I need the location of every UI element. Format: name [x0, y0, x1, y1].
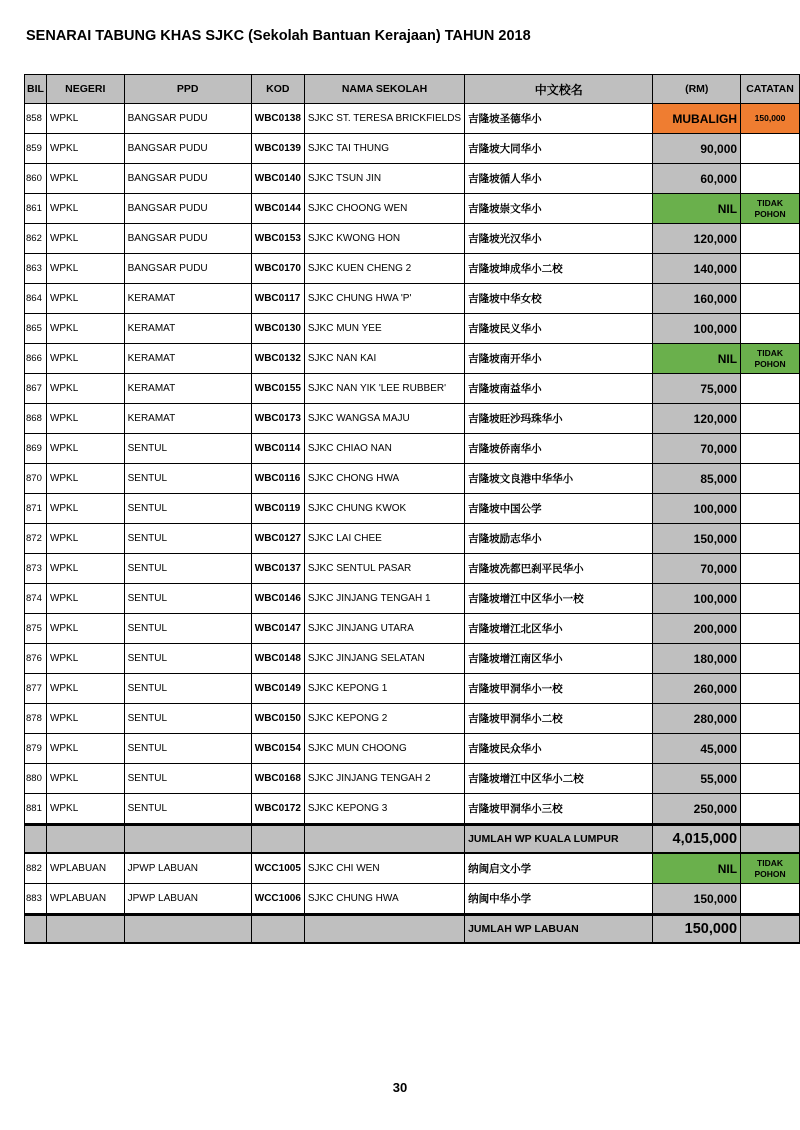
cell-kod: WBC0116: [251, 464, 304, 494]
cell-kod: WBC0130: [251, 314, 304, 344]
header-catatan: CATATAN: [741, 75, 800, 104]
cell-catatan: [741, 674, 800, 704]
cell-catatan: [741, 464, 800, 494]
total-empty-cell: [304, 915, 464, 944]
cell-nama-sekolah: SJKC MUN YEE: [304, 314, 464, 344]
total-empty-cell: [46, 825, 124, 854]
total-empty-cell: [124, 825, 251, 854]
cell-ppd: KERAMAT: [124, 344, 251, 374]
cell-ppd: KERAMAT: [124, 314, 251, 344]
table-row: [25, 464, 800, 494]
cell-catatan: [741, 494, 800, 524]
cell-nama-sekolah: SJKC LAI CHEE: [304, 524, 464, 554]
cell-nama-sekolah: SJKC SENTUL PASAR: [304, 554, 464, 584]
cell-rm: 280,000: [653, 704, 741, 734]
cell-negeri: WPKL: [46, 254, 124, 284]
cell-ppd: SENTUL: [124, 644, 251, 674]
cell-kod: WBC0137: [251, 554, 304, 584]
cell-ppd: BANGSAR PUDU: [124, 164, 251, 194]
cell-ppd: SENTUL: [124, 434, 251, 464]
table-row: [25, 404, 800, 434]
cell-kod: WBC0149: [251, 674, 304, 704]
total-label: JUMLAH WP LABUAN: [465, 915, 653, 944]
cell-rm: 150,000: [653, 524, 741, 554]
cell-chinese-name: 吉隆坡南开华小: [465, 344, 653, 374]
total-empty-cell: [251, 915, 304, 944]
cell-nama-sekolah: SJKC KWONG HON: [304, 224, 464, 254]
header-nama-sekolah: NAMA SEKOLAH: [304, 75, 464, 104]
table-row: [25, 704, 800, 734]
cell-nama-sekolah: SJKC JINJANG SELATAN: [304, 644, 464, 674]
cell-bil: 878: [25, 704, 47, 734]
table-row: [25, 104, 800, 134]
cell-ppd: BANGSAR PUDU: [124, 104, 251, 134]
total-empty-cell: [741, 915, 800, 944]
cell-bil: 874: [25, 584, 47, 614]
cell-catatan: TIDAK POHON: [741, 853, 800, 884]
cell-catatan: [741, 524, 800, 554]
cell-ppd: SENTUL: [124, 554, 251, 584]
cell-catatan: [741, 734, 800, 764]
total-empty-cell: [25, 915, 47, 944]
cell-nama-sekolah: SJKC KUEN CHENG 2: [304, 254, 464, 284]
total-empty-cell: [251, 825, 304, 854]
cell-ppd: JPWP LABUAN: [124, 884, 251, 915]
cell-bil: 869: [25, 434, 47, 464]
cell-negeri: WPKL: [46, 554, 124, 584]
cell-chinese-name: 纳闽中华小学: [465, 884, 653, 915]
cell-bil: 879: [25, 734, 47, 764]
total-empty-cell: [25, 825, 47, 854]
cell-rm: 100,000: [653, 584, 741, 614]
cell-bil: 859: [25, 134, 47, 164]
cell-nama-sekolah: SJKC CHI WEN: [304, 853, 464, 884]
table-row: [25, 674, 800, 704]
cell-ppd: SENTUL: [124, 524, 251, 554]
cell-negeri: WPKL: [46, 314, 124, 344]
cell-rm: NIL: [653, 344, 741, 374]
cell-nama-sekolah: SJKC KEPONG 3: [304, 794, 464, 825]
table-row: [25, 614, 800, 644]
cell-nama-sekolah: SJKC TSUN JIN: [304, 164, 464, 194]
cell-ppd: SENTUL: [124, 764, 251, 794]
cell-nama-sekolah: SJKC ST. TERESA BRICKFIELDS: [304, 104, 464, 134]
cell-negeri: WPKL: [46, 674, 124, 704]
cell-kod: WBC0172: [251, 794, 304, 825]
table-row: [25, 134, 800, 164]
cell-rm: 180,000: [653, 644, 741, 674]
cell-catatan: [741, 314, 800, 344]
cell-rm: 45,000: [653, 734, 741, 764]
total-value: 150,000: [653, 915, 741, 944]
total-empty-cell: [124, 915, 251, 944]
table-row: [25, 764, 800, 794]
cell-kod: WBC0154: [251, 734, 304, 764]
cell-chinese-name: 吉隆坡崇文华小: [465, 194, 653, 224]
cell-nama-sekolah: SJKC CHUNG KWOK: [304, 494, 464, 524]
cell-ppd: SENTUL: [124, 494, 251, 524]
cell-bil: 881: [25, 794, 47, 825]
cell-catatan: TIDAK POHON: [741, 194, 800, 224]
cell-bil: 876: [25, 644, 47, 674]
table-row: [25, 164, 800, 194]
cell-kod: WBC0140: [251, 164, 304, 194]
cell-negeri: WPKL: [46, 194, 124, 224]
cell-rm: 100,000: [653, 494, 741, 524]
cell-catatan: [741, 614, 800, 644]
cell-catatan: [741, 584, 800, 614]
cell-catatan: [741, 134, 800, 164]
cell-negeri: WPKL: [46, 584, 124, 614]
cell-negeri: WPKL: [46, 134, 124, 164]
cell-negeri: WPKL: [46, 284, 124, 314]
table-row: [25, 524, 800, 554]
cell-chinese-name: 吉隆坡坤成华小二校: [465, 254, 653, 284]
cell-bil: 867: [25, 374, 47, 404]
cell-ppd: SENTUL: [124, 704, 251, 734]
header-bil: BIL: [25, 75, 47, 104]
cell-ppd: BANGSAR PUDU: [124, 224, 251, 254]
total-row: [25, 825, 800, 854]
cell-chinese-name: 吉隆坡南益华小: [465, 374, 653, 404]
cell-nama-sekolah: SJKC KEPONG 1: [304, 674, 464, 704]
cell-chinese-name: 吉隆坡励志华小: [465, 524, 653, 554]
cell-bil: 880: [25, 764, 47, 794]
table-row: [25, 224, 800, 254]
cell-bil: 866: [25, 344, 47, 374]
cell-rm: 260,000: [653, 674, 741, 704]
cell-ppd: BANGSAR PUDU: [124, 134, 251, 164]
cell-rm: 70,000: [653, 554, 741, 584]
cell-kod: WBC0144: [251, 194, 304, 224]
cell-catatan: [741, 434, 800, 464]
cell-negeri: WPKL: [46, 734, 124, 764]
header-chinese-name: 中文校名: [465, 75, 653, 104]
cell-rm: 60,000: [653, 164, 741, 194]
cell-nama-sekolah: SJKC JINJANG TENGAH 1: [304, 584, 464, 614]
cell-catatan: [741, 224, 800, 254]
cell-bil: 873: [25, 554, 47, 584]
cell-ppd: SENTUL: [124, 674, 251, 704]
cell-kod: WBC0114: [251, 434, 304, 464]
cell-chinese-name: 纳闽启文小学: [465, 853, 653, 884]
cell-kod: WBC0138: [251, 104, 304, 134]
cell-negeri: WPKL: [46, 614, 124, 644]
header-ppd: PPD: [124, 75, 251, 104]
cell-ppd: SENTUL: [124, 614, 251, 644]
cell-nama-sekolah: SJKC CHUNG HWA: [304, 884, 464, 915]
cell-chinese-name: 吉隆坡民众华小: [465, 734, 653, 764]
cell-rm: 200,000: [653, 614, 741, 644]
cell-rm: 120,000: [653, 404, 741, 434]
cell-catatan: TIDAK POHON: [741, 344, 800, 374]
cell-bil: 865: [25, 314, 47, 344]
cell-kod: WCC1006: [251, 884, 304, 915]
cell-catatan: [741, 284, 800, 314]
cell-bil: 868: [25, 404, 47, 434]
cell-nama-sekolah: SJKC JINJANG TENGAH 2: [304, 764, 464, 794]
page-title: SENARAI TABUNG KHAS SJKC (Sekolah Bantuan Kerajaan) TAHUN 2018: [26, 28, 531, 44]
cell-negeri: WPKL: [46, 764, 124, 794]
cell-rm: 75,000: [653, 374, 741, 404]
cell-chinese-name: 吉隆坡增江中区华小二校: [465, 764, 653, 794]
cell-catatan: [741, 644, 800, 674]
cell-catatan: [741, 884, 800, 915]
cell-bil: 871: [25, 494, 47, 524]
school-fund-table: [24, 74, 800, 944]
header-rm: (RM): [653, 75, 741, 104]
table-row: [25, 374, 800, 404]
cell-negeri: WPKL: [46, 434, 124, 464]
cell-nama-sekolah: SJKC MUN CHOONG: [304, 734, 464, 764]
cell-bil: 882: [25, 853, 47, 884]
table-row: [25, 644, 800, 674]
cell-rm: 160,000: [653, 284, 741, 314]
cell-ppd: SENTUL: [124, 464, 251, 494]
cell-negeri: WPKL: [46, 494, 124, 524]
cell-kod: WBC0150: [251, 704, 304, 734]
cell-negeri: WPKL: [46, 164, 124, 194]
cell-chinese-name: 吉隆坡甲洞华小三校: [465, 794, 653, 825]
cell-catatan: [741, 704, 800, 734]
cell-ppd: SENTUL: [124, 584, 251, 614]
cell-ppd: KERAMAT: [124, 284, 251, 314]
table-row: [25, 554, 800, 584]
cell-chinese-name: 吉隆坡中华女校: [465, 284, 653, 314]
cell-kod: WBC0170: [251, 254, 304, 284]
table-row: [25, 494, 800, 524]
cell-kod: WBC0117: [251, 284, 304, 314]
cell-ppd: KERAMAT: [124, 374, 251, 404]
cell-bil: 863: [25, 254, 47, 284]
cell-nama-sekolah: SJKC NAN KAI: [304, 344, 464, 374]
cell-ppd: KERAMAT: [124, 404, 251, 434]
cell-ppd: BANGSAR PUDU: [124, 194, 251, 224]
cell-chinese-name: 吉隆坡增江南区华小: [465, 644, 653, 674]
cell-chinese-name: 吉隆坡民义华小: [465, 314, 653, 344]
cell-bil: 858: [25, 104, 47, 134]
table-row: [25, 254, 800, 284]
cell-kod: WBC0168: [251, 764, 304, 794]
cell-negeri: WPKL: [46, 794, 124, 825]
cell-rm: 250,000: [653, 794, 741, 825]
total-row: [25, 915, 800, 944]
cell-nama-sekolah: SJKC JINJANG UTARA: [304, 614, 464, 644]
table-row: [25, 884, 800, 915]
table-row: [25, 194, 800, 224]
cell-chinese-name: 吉隆坡文良港中华华小: [465, 464, 653, 494]
cell-ppd: SENTUL: [124, 734, 251, 764]
cell-chinese-name: 吉隆坡循人华小: [465, 164, 653, 194]
cell-kod: WBC0147: [251, 614, 304, 644]
cell-bil: 864: [25, 284, 47, 314]
total-empty-cell: [741, 825, 800, 854]
cell-chinese-name: 吉隆坡增江中区华小一校: [465, 584, 653, 614]
page-number: 30: [392, 1080, 408, 1095]
total-label: JUMLAH WP KUALA LUMPUR: [465, 825, 653, 854]
cell-negeri: WPKL: [46, 464, 124, 494]
cell-rm: MUBALIGH: [653, 104, 741, 134]
header-kod: KOD: [251, 75, 304, 104]
cell-negeri: WPKL: [46, 404, 124, 434]
cell-kod: WBC0173: [251, 404, 304, 434]
cell-nama-sekolah: SJKC NAN YIK 'LEE RUBBER': [304, 374, 464, 404]
cell-chinese-name: 吉隆坡增江北区华小: [465, 614, 653, 644]
cell-negeri: WPKL: [46, 524, 124, 554]
cell-rm: 120,000: [653, 224, 741, 254]
cell-catatan: [741, 404, 800, 434]
cell-rm: NIL: [653, 194, 741, 224]
cell-negeri: WPLABUAN: [46, 853, 124, 884]
cell-catatan: [741, 254, 800, 284]
cell-chinese-name: 吉隆坡大同华小: [465, 134, 653, 164]
cell-rm: 150,000: [653, 884, 741, 915]
cell-nama-sekolah: SJKC WANGSA MAJU: [304, 404, 464, 434]
cell-bil: 872: [25, 524, 47, 554]
cell-bil: 877: [25, 674, 47, 704]
cell-kod: WBC0148: [251, 644, 304, 674]
cell-chinese-name: 吉隆坡甲洞华小一校: [465, 674, 653, 704]
cell-rm: 85,000: [653, 464, 741, 494]
cell-nama-sekolah: SJKC KEPONG 2: [304, 704, 464, 734]
cell-negeri: WPKL: [46, 374, 124, 404]
header-negeri: NEGERI: [46, 75, 124, 104]
cell-nama-sekolah: SJKC CHIAO NAN: [304, 434, 464, 464]
cell-chinese-name: 吉隆坡侨南华小: [465, 434, 653, 464]
cell-chinese-name: 吉隆坡旺沙玛珠华小: [465, 404, 653, 434]
cell-catatan: [741, 164, 800, 194]
cell-nama-sekolah: SJKC CHUNG HWA 'P': [304, 284, 464, 314]
cell-negeri: WPKL: [46, 224, 124, 254]
cell-kod: WBC0155: [251, 374, 304, 404]
cell-chinese-name: 吉隆坡中国公学: [465, 494, 653, 524]
cell-rm: NIL: [653, 853, 741, 884]
cell-rm: 90,000: [653, 134, 741, 164]
cell-kod: WBC0127: [251, 524, 304, 554]
cell-negeri: WPKL: [46, 104, 124, 134]
total-empty-cell: [46, 915, 124, 944]
cell-bil: 861: [25, 194, 47, 224]
cell-rm: 70,000: [653, 434, 741, 464]
cell-kod: WCC1005: [251, 853, 304, 884]
table-row: [25, 853, 800, 884]
cell-bil: 875: [25, 614, 47, 644]
cell-nama-sekolah: SJKC CHOONG WEN: [304, 194, 464, 224]
cell-negeri: WPLABUAN: [46, 884, 124, 915]
cell-bil: 883: [25, 884, 47, 915]
cell-bil: 860: [25, 164, 47, 194]
cell-rm: 55,000: [653, 764, 741, 794]
cell-ppd: JPWP LABUAN: [124, 853, 251, 884]
table-row: [25, 284, 800, 314]
table-row: [25, 734, 800, 764]
cell-nama-sekolah: SJKC CHONG HWA: [304, 464, 464, 494]
table-row: [25, 584, 800, 614]
table-row: [25, 794, 800, 825]
cell-chinese-name: 吉隆坡光汉华小: [465, 224, 653, 254]
cell-negeri: WPKL: [46, 344, 124, 374]
cell-rm: 140,000: [653, 254, 741, 284]
cell-rm: 100,000: [653, 314, 741, 344]
table-body: [25, 104, 800, 944]
table-row: [25, 434, 800, 464]
cell-ppd: SENTUL: [124, 794, 251, 825]
cell-negeri: WPKL: [46, 644, 124, 674]
cell-catatan: 150,000: [741, 104, 800, 134]
table-row: [25, 344, 800, 374]
cell-kod: WBC0146: [251, 584, 304, 614]
table-header-row: [25, 75, 800, 104]
cell-catatan: [741, 374, 800, 404]
total-empty-cell: [304, 825, 464, 854]
cell-chinese-name: 吉隆坡圣德华小: [465, 104, 653, 134]
table-row: [25, 314, 800, 344]
cell-kod: WBC0139: [251, 134, 304, 164]
cell-kod: WBC0119: [251, 494, 304, 524]
cell-kod: WBC0132: [251, 344, 304, 374]
cell-catatan: [741, 794, 800, 825]
cell-bil: 862: [25, 224, 47, 254]
cell-nama-sekolah: SJKC TAI THUNG: [304, 134, 464, 164]
total-value: 4,015,000: [653, 825, 741, 854]
cell-bil: 870: [25, 464, 47, 494]
cell-negeri: WPKL: [46, 704, 124, 734]
cell-catatan: [741, 764, 800, 794]
cell-catatan: [741, 554, 800, 584]
cell-kod: WBC0153: [251, 224, 304, 254]
cell-chinese-name: 吉隆坡冼都巴刹平民华小: [465, 554, 653, 584]
cell-chinese-name: 吉隆坡甲洞华小二校: [465, 704, 653, 734]
cell-ppd: BANGSAR PUDU: [124, 254, 251, 284]
